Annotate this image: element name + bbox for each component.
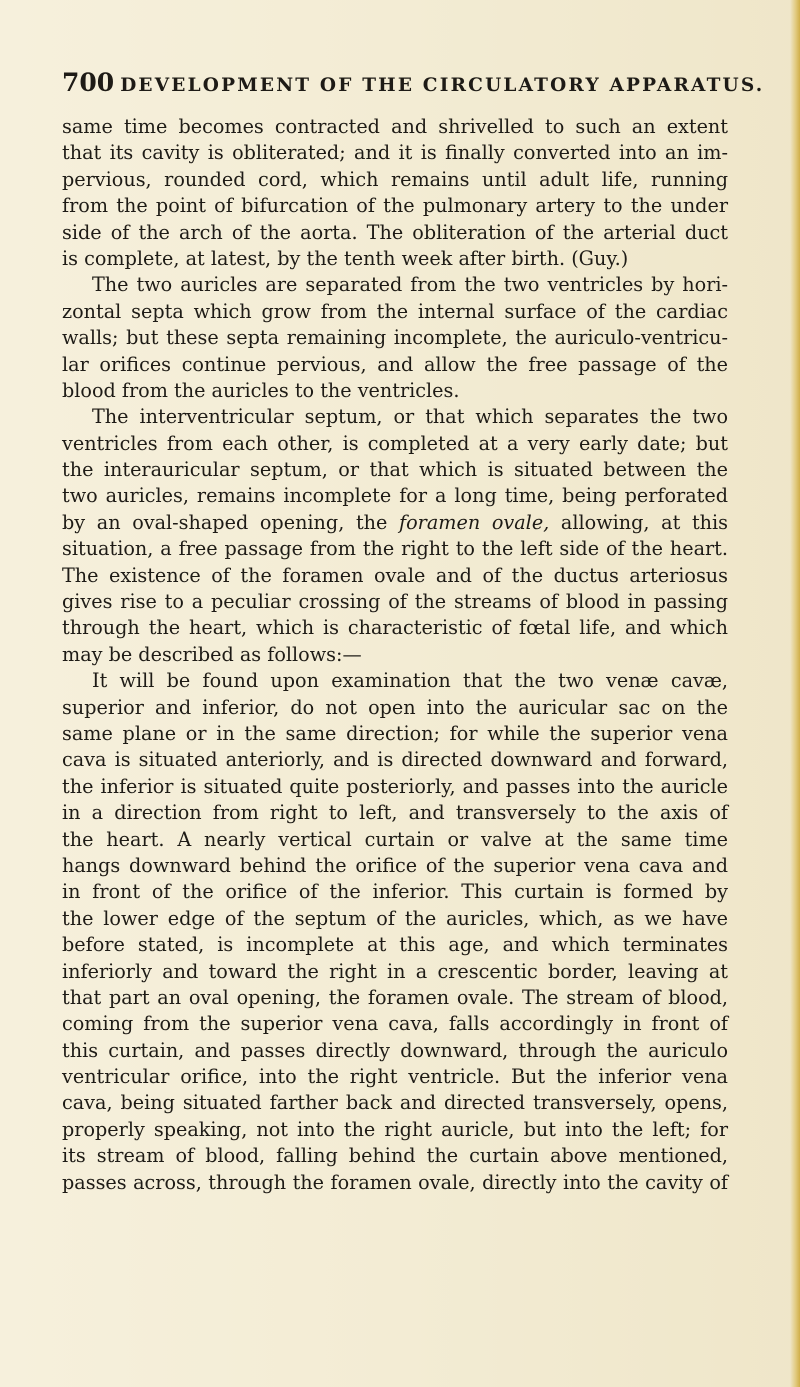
text-line: this curtain, and passes directly downward, through the auriculo: [62, 1038, 728, 1062]
page-edge: [790, 0, 800, 1387]
text-line: lar orifices continue pervious, and allow the free passage of the: [62, 352, 728, 376]
line-text: by an oval-shaped opening, the: [62, 510, 400, 534]
text-line: passes across, through the foramen ovale, directly into the cavity of: [62, 1170, 728, 1194]
text-line: the heart. A nearly vertical curtain or valve at the same time: [62, 827, 728, 851]
text-line: pervious, rounded cord, which remains until adult life, running: [62, 167, 728, 191]
text-line: through the heart, which is characteristic of fœtal life, and which: [62, 616, 728, 640]
text-line: walls; but these septa remaining incomplete, the auriculo-ventricu-: [62, 326, 728, 350]
text-line: ventricles from each other, is completed at a very early date; but: [62, 431, 728, 455]
text-line: superior and inferior, do not open into the auricular sac on the: [62, 695, 728, 719]
text-line: cava, being situated farther back and directed transversely, opens,: [62, 1091, 728, 1115]
paragraph-start: It will be found upon examination that the two venæ cavæ,: [92, 669, 728, 693]
text-line: in a direction from right to left, and transversely to the axis of: [62, 801, 728, 825]
text-line: from the point of bifurcation of the pulmonary artery to the under: [62, 194, 728, 218]
text-line: cava is situated anteriorly, and is directed downward and forward,: [62, 748, 728, 772]
running-header: [62, 68, 765, 97]
text-line: is complete, at latest, by the tenth week after birth. (Guy.): [62, 246, 629, 270]
text-line: side of the arch of the aorta. The obliteration of the arterial duct: [62, 220, 728, 244]
text-line: blood from the auricles to the ventricles.: [62, 378, 460, 402]
text-line: [62, 510, 728, 536]
text-line: that part an oval opening, the foramen ovale. The stream of blood,: [62, 985, 728, 1009]
text-line: zontal septa which grow from the internal surface of the cardiac: [62, 299, 728, 323]
line-text: allowing, at this: [549, 510, 728, 534]
text-line: two auricles, remains incomplete for a long time, being perforated: [62, 484, 728, 508]
body-text: [62, 114, 728, 1196]
text-line: the interauricular septum, or that which is situated between the: [62, 458, 728, 482]
paragraph-start: The interventricular septum, or that which separates the two: [92, 405, 728, 429]
text-line: may be described as follows:—: [62, 642, 362, 666]
text-line: coming from the superior vena cava, falls accordingly in front of: [62, 1012, 728, 1036]
text-line: hangs downward behind the orifice of the superior vena cava and: [62, 853, 728, 877]
page-number: 700: [62, 68, 115, 97]
text-line: before stated, is incomplete at this age, and which terminates: [62, 933, 728, 957]
running-title: DEVELOPMENT OF THE CIRCULATORY APPARATUS.: [120, 75, 765, 96]
text-line: its stream of blood, falling behind the curtain above mentioned,: [62, 1144, 728, 1168]
text-line: the lower edge of the septum of the auricles, which, as we have: [62, 906, 728, 930]
paragraph-start: The two auricles are separated from the two ventricles by hori-: [92, 273, 728, 297]
text-line: The existence of the foramen ovale and of the ductus arteriosus: [62, 563, 728, 587]
text-line: inferiorly and toward the right in a crescentic border, leaving at: [62, 959, 728, 983]
text-line: properly speaking, not into the right auricle, but into the left; for: [62, 1117, 728, 1141]
italic-term: foramen ovale,: [399, 510, 550, 534]
text-line: ventricular orifice, into the right ventricle. But the inferior vena: [62, 1065, 728, 1089]
text-line: situation, a free passage from the right to the left side of the heart.: [62, 537, 728, 561]
text-line: in front of the orifice of the inferior. This curtain is formed by: [62, 880, 728, 904]
text-line: same plane or in the same direction; for while the superior vena: [62, 721, 728, 745]
text-line: that its cavity is obliterated; and it is finally converted into an im-: [62, 141, 728, 165]
text-line: same time becomes contracted and shrivelled to such an extent: [62, 115, 728, 138]
text-line: the inferior is situated quite posteriorly, and passes into the auricle: [62, 774, 728, 798]
text-line: gives rise to a peculiar crossing of the streams of blood in passing: [62, 590, 728, 614]
